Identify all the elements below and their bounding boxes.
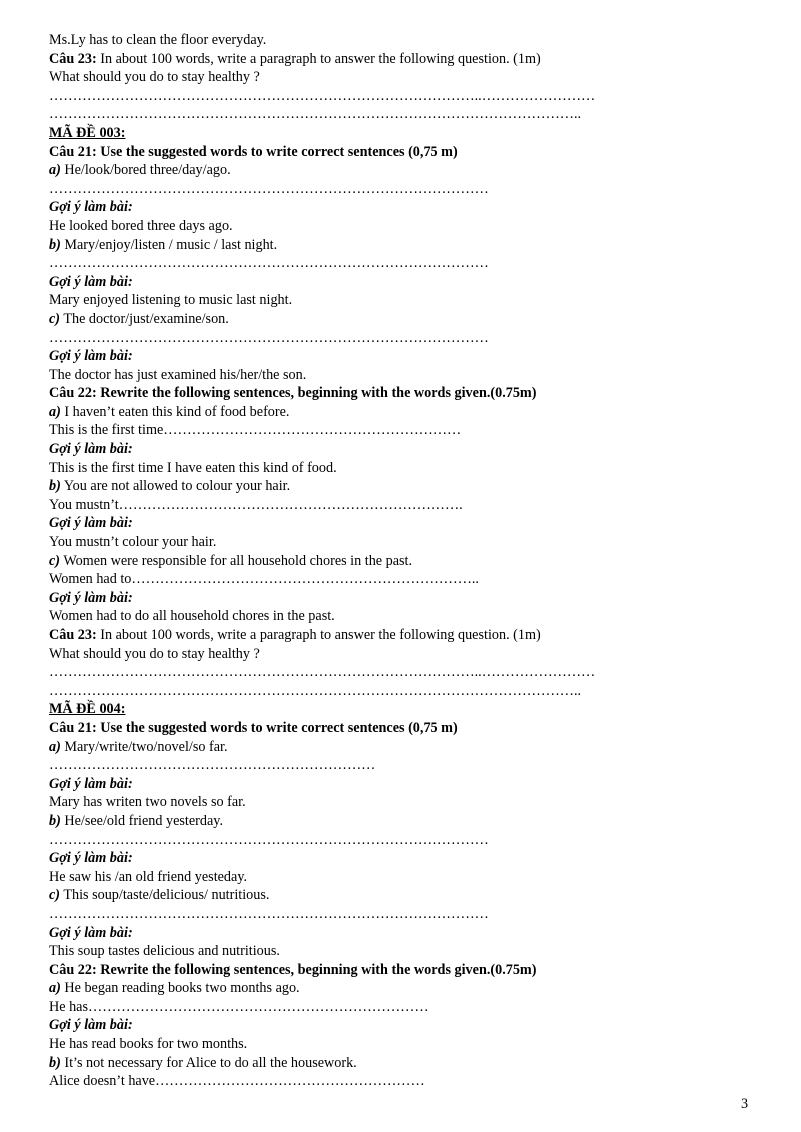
- question-heading: Câu 22: Rewrite the following sentences, beginning with the words given.(0.75m): [49, 961, 537, 978]
- item-text: I haven’t eaten this kind of food before.: [60, 403, 290, 420]
- item-text: Mary/write/two/novel/so far.: [60, 738, 228, 755]
- item-letter: a): [49, 980, 61, 997]
- item-text: In about 100 words, write a paragraph to answer the following question. (1m): [96, 50, 541, 67]
- item-letter: b): [49, 1054, 61, 1071]
- hint-label: Gợi ý làm bài:: [49, 441, 133, 458]
- answer-line: …………………………………………………………………………………: [49, 255, 489, 272]
- text-line: Women had to do all household chores in the past.: [49, 608, 335, 625]
- hint-label: Gợi ý làm bài:: [49, 850, 133, 867]
- text-line: Mary has writen two novels so far.: [49, 794, 246, 811]
- text-line: What should you do to stay healthy ?: [49, 69, 260, 86]
- text-line: He saw his /an old friend yesteday.: [49, 868, 248, 885]
- question-line: [49, 626, 649, 645]
- item-letter: b): [49, 236, 61, 253]
- item-text: Mary/enjoy/listen / music / last night.: [60, 236, 278, 253]
- question-item: [49, 477, 649, 496]
- exam-code-heading: MÃ ĐỀ 004:: [49, 701, 126, 718]
- item-text: It’s not necessary for Alice to do all the housework.: [60, 1054, 357, 1071]
- answer-line: ………………………………………………………………………………..……………………: [49, 664, 596, 681]
- hint-label: Gợi ý làm bài:: [49, 348, 133, 365]
- hint-label: Gợi ý làm bài:: [49, 924, 133, 941]
- item-text: He/see/old friend yesterday.: [60, 812, 223, 829]
- text-line: Alice doesn’t have…………………………………………………: [49, 1073, 425, 1090]
- question-item: [49, 979, 649, 998]
- item-text: He/look/bored three/day/ago.: [60, 162, 231, 179]
- document-body: [49, 31, 649, 1091]
- answer-line: …………………………………………………………………………………: [49, 831, 489, 848]
- question-heading: Câu 22: Rewrite the following sentences, beginning with the words given.(0.75m): [49, 385, 537, 402]
- text-line: You mustn’t……………………………………………………………….: [49, 496, 463, 513]
- answer-line: ………………………………………………………………………………..……………………: [49, 87, 596, 104]
- text-line: You mustn’t colour your hair.: [49, 534, 217, 551]
- answer-line: ……………………………………………………………: [49, 757, 376, 774]
- question-item: [49, 552, 649, 571]
- text-line: He has………………………………………………………………: [49, 998, 429, 1015]
- question-number: Câu 23:: [49, 50, 97, 67]
- question-heading: Câu 21: Use the suggested words to write correct sentences (0,75 m): [49, 143, 458, 160]
- question-line: [49, 50, 649, 69]
- question-item: [49, 310, 649, 329]
- text-line: Women had to………………………………………………………………..: [49, 571, 479, 588]
- question-item: [49, 403, 649, 422]
- answer-line: …………………………………………………………………………………: [49, 329, 489, 346]
- hint-label: Gợi ý làm bài:: [49, 273, 133, 290]
- answer-line: …………………………………………………………………………………: [49, 180, 489, 197]
- item-letter: a): [49, 738, 61, 755]
- item-letter: c): [49, 887, 61, 904]
- question-item: [49, 812, 649, 831]
- question-number: Câu 23:: [49, 627, 97, 643]
- hint-label: Gợi ý làm bài:: [49, 1017, 133, 1034]
- item-letter: a): [49, 162, 61, 179]
- item-text: This soup/taste/delicious/ nutritious.: [60, 887, 270, 904]
- question-item: [49, 236, 649, 255]
- item-letter: a): [49, 403, 61, 420]
- item-letter: c): [49, 310, 61, 327]
- item-text: In about 100 words, write a paragraph to answer the following question. (1m): [96, 627, 541, 643]
- text-line: Mary enjoyed listening to music last night.: [49, 292, 293, 309]
- text-line: He has read books for two months.: [49, 1036, 248, 1053]
- text-line: This soup tastes delicious and nutritious.: [49, 943, 280, 960]
- hint-label: Gợi ý làm bài:: [49, 199, 133, 216]
- hint-label: Gợi ý làm bài:: [49, 589, 133, 606]
- text-line: Ms.Ly has to clean the floor everyday.: [49, 32, 267, 48]
- hint-label: Gợi ý làm bài:: [49, 515, 133, 532]
- question-heading: Câu 21: Use the suggested words to write correct sentences (0,75 m): [49, 719, 458, 736]
- text-line: What should you do to stay healthy ?: [49, 645, 260, 662]
- question-item: [49, 1054, 649, 1073]
- page-number: 3: [741, 1096, 749, 1112]
- item-text: You are not allowed to colour your hair.: [60, 478, 291, 495]
- item-letter: b): [49, 478, 61, 495]
- exam-code-heading: MÃ ĐỀ 003:: [49, 124, 126, 141]
- answer-line: …………………………………………………………………………………………………..: [49, 682, 582, 699]
- answer-line: …………………………………………………………………………………: [49, 905, 489, 922]
- text-line: He looked bored three days ago.: [49, 217, 233, 234]
- item-letter: b): [49, 812, 61, 829]
- item-letter: c): [49, 552, 61, 569]
- hint-label: Gợi ý làm bài:: [49, 775, 133, 792]
- text-line: This is the first time………………………………………………………: [49, 422, 462, 439]
- item-text: The doctor/just/examine/son.: [60, 310, 229, 327]
- item-text: He began reading books two months ago.: [60, 980, 300, 997]
- question-item: [49, 738, 649, 757]
- item-text: Women were responsible for all household chores in the past.: [60, 552, 413, 569]
- question-item: [49, 161, 649, 180]
- text-line: This is the first time I have eaten this kind of food.: [49, 459, 337, 476]
- text-line: The doctor has just examined his/her/the son.: [49, 366, 307, 383]
- question-item: [49, 886, 649, 905]
- answer-line: …………………………………………………………………………………………………..: [49, 106, 582, 123]
